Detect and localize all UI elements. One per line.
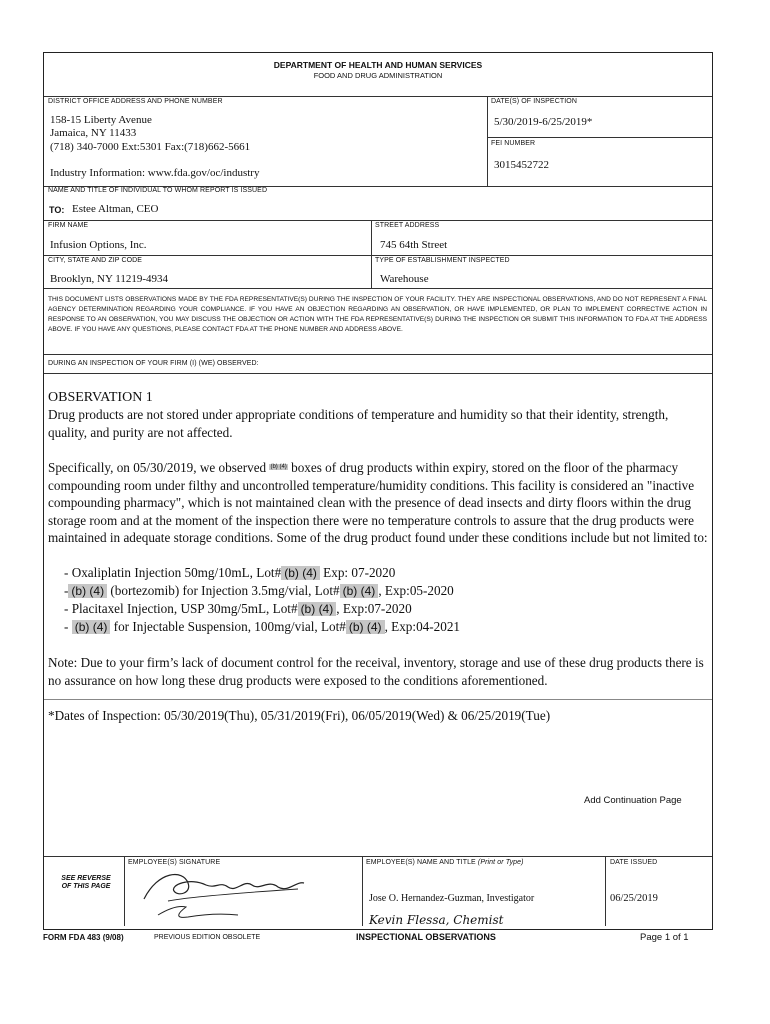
district-label: DISTRICT OFFICE ADDRESS AND PHONE NUMBER: [48, 98, 223, 105]
dates-value: 5/30/2019-6/25/2019*: [494, 116, 593, 128]
inspection-dates-line: *Dates of Inspection: 05/30/2019(Thu), 05/31/2019(Fri), 06/05/2019(Wed) & 06/25/2019(Tue): [48, 708, 551, 723]
fda-483-form: [43, 52, 713, 930]
industry-info: Industry Information: www.fda.gov/oc/industry: [50, 167, 260, 179]
signature-label: EMPLOYEE(S) SIGNATURE: [128, 859, 221, 866]
add-continuation-page-button[interactable]: Add Continuation Page: [584, 795, 682, 806]
employee-signature: [128, 861, 360, 925]
department-heading: DEPARTMENT OF HEALTH AND HUMAN SERVICES: [273, 60, 483, 70]
city-label: CITY, STATE AND ZIP CODE: [48, 257, 143, 264]
item-text: -: [64, 583, 69, 598]
item-text: , Exp:05-2020: [378, 583, 454, 598]
form-title: INSPECTIONAL OBSERVATIONS: [356, 932, 496, 942]
observed-label: DURING AN INSPECTION OF YOUR FIRM (I) (WE) OBSERVED:: [48, 360, 259, 367]
observation-title: OBSERVATION 1: [48, 390, 153, 405]
name-title-hint: (Print or Type): [477, 859, 524, 866]
establishment-value: Warehouse: [380, 273, 429, 285]
drug-item: [64, 564, 395, 583]
redaction-small: (b) (4): [270, 464, 287, 470]
item-text: , Exp:07-2020: [336, 601, 412, 616]
redaction: (b) (4): [298, 602, 337, 616]
observation-note: Note: Due to your firm’s lack of document control for the receival, inventory, storage and use of these drug products there is no assurance on how long these drug products were exposed to the conditions aforementioned.: [48, 655, 704, 688]
item-text: -: [64, 619, 72, 634]
date-issued-label: DATE ISSUED: [610, 859, 658, 866]
redaction: (b) (4): [340, 584, 379, 598]
employee-name: Jose O. Hernandez-Guzman, Investigator: [369, 893, 535, 904]
district-phone: (718) 340-7000 Ext:5301 Fax:(718)662-5661: [50, 141, 251, 153]
redaction: (b) (4): [72, 620, 111, 634]
obsolete-note: PREVIOUS EDITION OBSOLETE: [154, 934, 261, 941]
firm-label: FIRM NAME: [48, 222, 89, 229]
observation-paragraph: [48, 459, 710, 547]
item-text: for Injectable Suspension, 100mg/vial, Lot#: [110, 619, 346, 634]
firm-value: Infusion Options, Inc.: [50, 239, 147, 251]
redaction: (b) (4): [68, 584, 107, 598]
recipient-value: Estee Altman, CEO: [72, 203, 159, 215]
item-text: , Exp:04-2021: [384, 619, 461, 634]
fei-label: FEI NUMBER: [491, 140, 536, 147]
item-text: (bortezomib) for Injection 3.5mg/vial, Lot#: [107, 583, 340, 598]
to-label: TO:: [49, 205, 65, 215]
item-text: - Placitaxel Injection, USP 30mg/5mL, Lot#: [64, 601, 298, 616]
page-number: Page 1 of 1: [640, 932, 689, 943]
redaction: (b) (4): [281, 566, 320, 580]
dates-label: DATE(S) OF INSPECTION: [491, 98, 577, 105]
observation-summary: Drug products are not stored under appropriate conditions of temperature and humidity so that their identity, strength, quality, and purity are not affected.: [48, 407, 669, 440]
form-id: FORM FDA 483 (9/08): [43, 933, 124, 942]
item-text: - Oxaliplatin Injection 50mg/10mL, Lot#: [64, 565, 282, 580]
paragraph-text-b: boxes of drug products within expiry, stored on the floor of the pharmacy compounding room under filthy and uncontrolled temperature/humidity conditions. This facility is considered an "inactive compounding pharmacy", which is not maintained clean with the presence of dead insects and dirty floors within the drug storage room and at the moment of the inspection there were no temperature controls to assure that the drug products were maintained in adequate storage conditions. Some of the drug product found under these conditions include but not limited to:: [48, 460, 708, 545]
paragraph-text-a: Specifically, on 05/30/2019, we observed: [48, 460, 270, 475]
agency-heading: FOOD AND DRUG ADMINISTRATION: [313, 71, 443, 80]
name-title-label-text: EMPLOYEE(S) NAME AND TITLE: [366, 859, 476, 866]
district-address-line1: 158-15 Liberty Avenue: [50, 114, 152, 126]
name-title-label: [366, 859, 524, 866]
street-value: 745 64th Street: [380, 239, 448, 251]
district-address-line2: Jamaica, NY 11433: [50, 127, 137, 139]
drug-item: [64, 582, 454, 601]
establishment-label: TYPE OF ESTABLISHMENT INSPECTED: [375, 257, 510, 264]
see-reverse-note: SEE REVERSE OF THIS PAGE: [61, 875, 111, 890]
fei-value: 3015452722: [494, 159, 549, 171]
date-issued-value: 06/25/2019: [610, 893, 658, 904]
item-text: Exp: 07-2020: [319, 565, 396, 580]
street-label: STREET ADDRESS: [375, 222, 440, 229]
second-employee-handwritten: Kevin Flessa, Chemist: [369, 913, 504, 927]
city-value: Brooklyn, NY 11219-4934: [50, 273, 169, 285]
recipient-label: NAME AND TITLE OF INDIVIDUAL TO WHOM REPORT IS ISSUED: [48, 187, 268, 194]
redaction: (b) (4): [346, 620, 385, 634]
drug-item: [64, 618, 460, 637]
drug-item: [64, 600, 412, 619]
legal-notice: THIS DOCUMENT LISTS OBSERVATIONS MADE BY THE FDA REPRESENTATIVE(S) DURING THE INSPECTION OF YOUR FACILITY. THEY ARE INSPECTIONAL OBSERVATIONS, AND DO NOT REPRESENT A FINAL AGENCY DETERMINATION REGARDING YOUR COMPLIANCE. IF YOU HAVE AN OBJECTION REGARDING AN OBSERVATION, OR HAVE IMPLEMENTED, OR PLAN TO IMPLEMENT CORRECTIVE ACTION IN RESPONSE TO AN OBSERVATION, YOU MAY DISCUSS THE OBJECTION OR ACTION WITH THE FDA REPRESENTATIVE(S) DURING THE INSPECTION OR SUBMIT THIS INFORMATION TO FDA AT THE ADDRESS ABOVE. IF YOU HAVE ANY QUESTIONS, PLEASE CONTACT FDA AT THE PHONE NUMBER AND ADDRESS ABOVE.: [48, 296, 707, 333]
